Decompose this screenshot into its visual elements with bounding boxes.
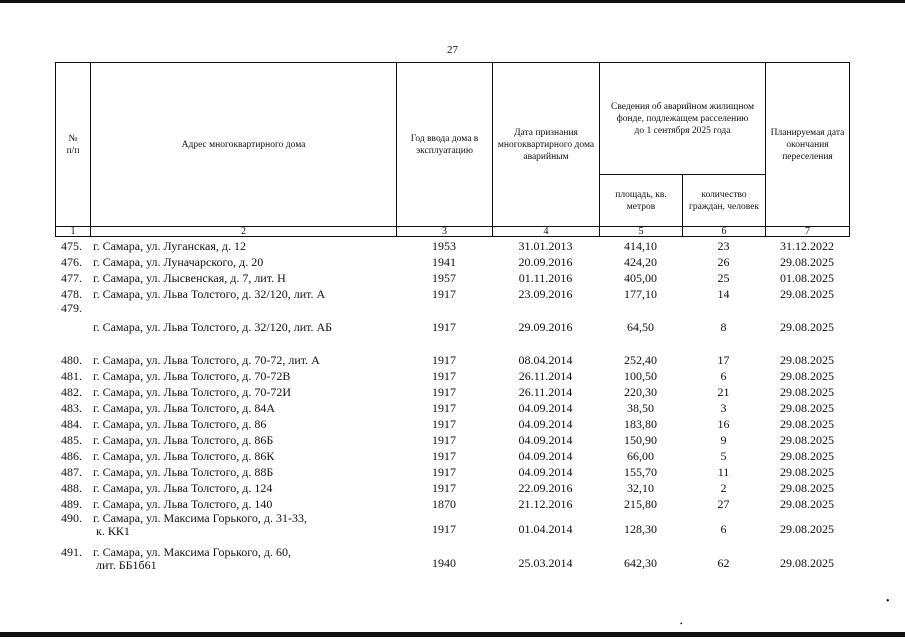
address-line: г. Самара, ул. Льва Толстого, д. 84А	[93, 400, 276, 415]
area-cell: 424,20	[624, 254, 657, 269]
people-cell: 14	[717, 286, 730, 301]
planned-cell: 29.08.2025	[780, 432, 834, 447]
year-cell: 1917	[432, 464, 456, 479]
planned-cell: 31.12.2022	[780, 238, 834, 253]
address-cell	[90, 254, 396, 270]
row-number: 490.	[61, 511, 82, 525]
people-cell: 5	[720, 448, 727, 463]
address-line: г. Самара, ул. Льва Толстого, д. 86К	[93, 448, 275, 463]
people-cell: 62	[717, 555, 730, 570]
address-line: г. Самара, ул. Максима Горького, д. 31-33,	[93, 511, 307, 525]
row-number: 486.	[61, 448, 82, 463]
table-row	[55, 480, 849, 496]
area-cell: 405,00	[624, 270, 657, 285]
year-cell: 1917	[432, 521, 456, 536]
area-cell: 64,50	[627, 319, 654, 334]
year-cell: 1917	[432, 448, 456, 463]
area-cell: 177,10	[624, 286, 657, 301]
table-row	[55, 416, 849, 432]
planned-cell: 29.08.2025	[780, 464, 834, 479]
row-number: 479.	[61, 301, 82, 315]
area-cell: 252,40	[624, 352, 657, 367]
people-cell: 6	[720, 368, 727, 383]
area-cell: 642,30	[624, 555, 657, 570]
date-cell: 21.12.2016	[518, 496, 573, 511]
year-cell: 1917	[432, 319, 456, 334]
address-line: г. Самара, ул. Льва Толстого, д. 32/120, лит. АБ	[93, 319, 333, 334]
planned-cell: 29.08.2025	[780, 448, 834, 463]
area-cell: 183,80	[624, 416, 657, 431]
address-cell	[90, 448, 396, 464]
address-cell	[90, 416, 396, 432]
people-cell: 9	[720, 432, 727, 447]
address-cell	[90, 270, 396, 286]
table-row	[55, 432, 849, 448]
planned-cell: 29.08.2025	[780, 368, 834, 383]
row-number: 484.	[61, 416, 82, 431]
year-cell: 1917	[432, 384, 456, 399]
people-cell: 8	[720, 319, 727, 334]
address-cell	[90, 432, 396, 448]
address-cell	[90, 286, 396, 302]
table-row	[55, 302, 849, 352]
address-cell	[90, 496, 396, 512]
date-cell: 04.09.2014	[518, 432, 573, 447]
address-line: г. Самара, ул. Льва Толстого, д. 140	[93, 496, 273, 511]
year-cell: 1917	[432, 432, 456, 447]
address-line: г. Самара, ул. Льва Толстого, д. 70-72И	[93, 384, 292, 399]
date-cell: 25.03.2014	[518, 555, 573, 570]
address-line: г. Самара, ул. Льва Толстого, д. 32/120, лит. А	[93, 286, 326, 301]
table-row	[55, 368, 849, 384]
people-cell: 2	[720, 480, 727, 495]
area-cell: 100,50	[624, 368, 657, 383]
page-number: 27	[447, 44, 458, 56]
people-cell: 26	[717, 254, 730, 269]
planned-cell: 29.08.2025	[780, 521, 834, 536]
scan-mark: •	[680, 620, 683, 628]
area-cell: 150,90	[624, 432, 657, 447]
header-col-date: Дата признания многоквартирного дома аварийным	[493, 63, 600, 227]
col-number-2: 2	[91, 227, 397, 237]
row-number: 477.	[61, 270, 82, 285]
header-col-fund: Сведения об аварийном жилищном фонде, подлежащем расселению до 1 сентября 2025 года	[600, 63, 766, 175]
table-row	[55, 270, 849, 286]
table-row	[55, 254, 849, 270]
header-col-no: № п/п	[56, 63, 91, 227]
area-cell: 414,10	[624, 238, 657, 253]
year-cell: 1870	[432, 496, 456, 511]
header-col-planned: Планируемая дата окончания переселения	[766, 63, 850, 227]
top-border	[0, 0, 905, 3]
planned-cell: 29.08.2025	[780, 254, 834, 269]
address-cell	[90, 512, 396, 546]
date-cell: 26.11.2014	[518, 384, 573, 399]
planned-cell: 29.08.2025	[780, 400, 834, 415]
area-cell: 155,70	[624, 464, 657, 479]
address-cell	[90, 352, 396, 368]
date-cell: 08.04.2014	[518, 352, 573, 367]
people-cell: 11	[717, 464, 730, 479]
row-number: 476.	[61, 254, 82, 269]
table-row	[55, 238, 849, 254]
people-cell: 21	[717, 384, 730, 399]
row-number: 483.	[61, 400, 82, 415]
address-line: г. Самара, ул. Льва Толстого, д. 124	[93, 480, 273, 495]
col-number-1: 1	[56, 227, 91, 237]
address-cell	[90, 464, 396, 480]
table-row	[55, 512, 849, 546]
year-cell: 1940	[432, 555, 456, 570]
date-cell: 20.09.2016	[518, 254, 573, 269]
date-cell: 29.09.2016	[518, 319, 573, 334]
date-cell: 23.09.2016	[518, 286, 573, 301]
area-cell: 220,30	[624, 384, 657, 399]
year-cell: 1917	[432, 286, 456, 301]
address-line: к. КК1	[96, 524, 130, 538]
planned-cell: 29.08.2025	[780, 286, 834, 301]
planned-cell: 29.08.2025	[780, 496, 834, 511]
planned-cell: 29.08.2025	[780, 352, 834, 367]
planned-cell: 29.08.2025	[780, 319, 834, 334]
year-cell: 1917	[432, 416, 456, 431]
year-cell: 1917	[432, 400, 456, 415]
header-col-people: количество граждан, человек	[683, 175, 766, 227]
date-cell: 04.09.2014	[518, 416, 573, 431]
table-row	[55, 496, 849, 512]
date-cell: 04.09.2014	[518, 464, 573, 479]
people-cell: 3	[720, 400, 727, 415]
table-header	[55, 62, 850, 237]
address-line: г. Самара, ул. Лысвенская, д. 7, лит. Н	[93, 270, 286, 285]
area-cell: 66,00	[627, 448, 654, 463]
table-row	[55, 448, 849, 464]
table-row	[55, 400, 849, 416]
address-cell	[90, 368, 396, 384]
header-col-address: Адрес многоквартирного дома	[91, 63, 397, 227]
date-cell: 31.01.2013	[518, 238, 573, 253]
year-cell: 1957	[432, 270, 456, 285]
col-number-3: 3	[397, 227, 493, 237]
col-number-6: 6	[683, 227, 766, 237]
table-row	[55, 464, 849, 480]
table-row	[55, 384, 849, 400]
row-number: 485.	[61, 432, 82, 447]
header-col-year: Год ввода дома в эксплуатацию	[397, 63, 493, 227]
table-row	[55, 546, 849, 580]
address-line: г. Самара, ул. Льва Толстого, д. 70-72В	[93, 368, 291, 383]
housing-table	[55, 238, 849, 580]
people-cell: 6	[720, 521, 727, 536]
date-cell: 01.04.2014	[518, 521, 573, 536]
people-cell: 27	[717, 496, 730, 511]
address-cell	[90, 546, 396, 580]
col-number-4: 4	[493, 227, 600, 237]
area-cell: 38,50	[627, 400, 654, 415]
planned-cell: 29.08.2025	[780, 416, 834, 431]
date-cell: 22.09.2016	[518, 480, 573, 495]
address-cell	[90, 384, 396, 400]
scan-mark: •	[886, 596, 890, 607]
year-cell: 1917	[432, 480, 456, 495]
address-line: г. Самара, ул. Льва Толстого, д. 70-72, лит. А	[93, 352, 320, 367]
date-cell: 04.09.2014	[518, 448, 573, 463]
area-cell: 32,10	[627, 480, 654, 495]
date-cell: 26.11.2014	[518, 368, 573, 383]
year-cell: 1941	[432, 254, 456, 269]
address-line: г. Самара, ул. Луганская, д. 12	[93, 238, 246, 253]
planned-cell: 29.08.2025	[780, 555, 834, 570]
row-number: 489.	[61, 496, 82, 511]
address-cell	[90, 400, 396, 416]
table-row	[55, 286, 849, 302]
table-row	[55, 352, 849, 368]
year-cell: 1917	[432, 368, 456, 383]
address-line: г. Самара, ул. Льва Толстого, д. 86	[93, 416, 267, 431]
year-cell: 1953	[432, 238, 456, 253]
address-line: лит. ББ1б61	[96, 558, 157, 572]
planned-cell: 29.08.2025	[780, 480, 834, 495]
address-line: г. Самара, ул. Луначарского, д. 20	[93, 254, 264, 269]
address-cell	[90, 480, 396, 496]
header-col-area: площадь, кв. метров	[600, 175, 683, 227]
people-cell: 17	[717, 352, 730, 367]
address-cell	[90, 302, 396, 352]
row-number: 475.	[61, 238, 82, 253]
bottom-border	[0, 632, 905, 637]
row-number: 482.	[61, 384, 82, 399]
area-cell: 215,80	[624, 496, 657, 511]
row-number: 480.	[61, 352, 82, 367]
year-cell: 1917	[432, 352, 456, 367]
address-line: г. Самара, ул. Льва Толстого, д. 86Б	[93, 432, 274, 447]
col-number-7: 7	[766, 227, 850, 237]
address-line: г. Самара, ул. Льва Толстого, д. 88Б	[93, 464, 274, 479]
address-cell	[90, 238, 396, 254]
row-number: 481.	[61, 368, 82, 383]
people-cell: 25	[717, 270, 730, 285]
planned-cell: 01.08.2025	[780, 270, 834, 285]
row-number: 487.	[61, 464, 82, 479]
address-line: г. Самара, ул. Максима Горького, д. 60,	[93, 545, 291, 559]
date-cell: 01.11.2016	[518, 270, 573, 285]
col-number-5: 5	[600, 227, 683, 237]
people-cell: 16	[717, 416, 730, 431]
row-number: 491.	[61, 545, 82, 559]
row-number: 488.	[61, 480, 82, 495]
row-number: 478.	[61, 286, 82, 301]
date-cell: 04.09.2014	[518, 400, 573, 415]
area-cell: 128,30	[624, 521, 657, 536]
planned-cell: 29.08.2025	[780, 384, 834, 399]
people-cell: 23	[717, 238, 730, 253]
